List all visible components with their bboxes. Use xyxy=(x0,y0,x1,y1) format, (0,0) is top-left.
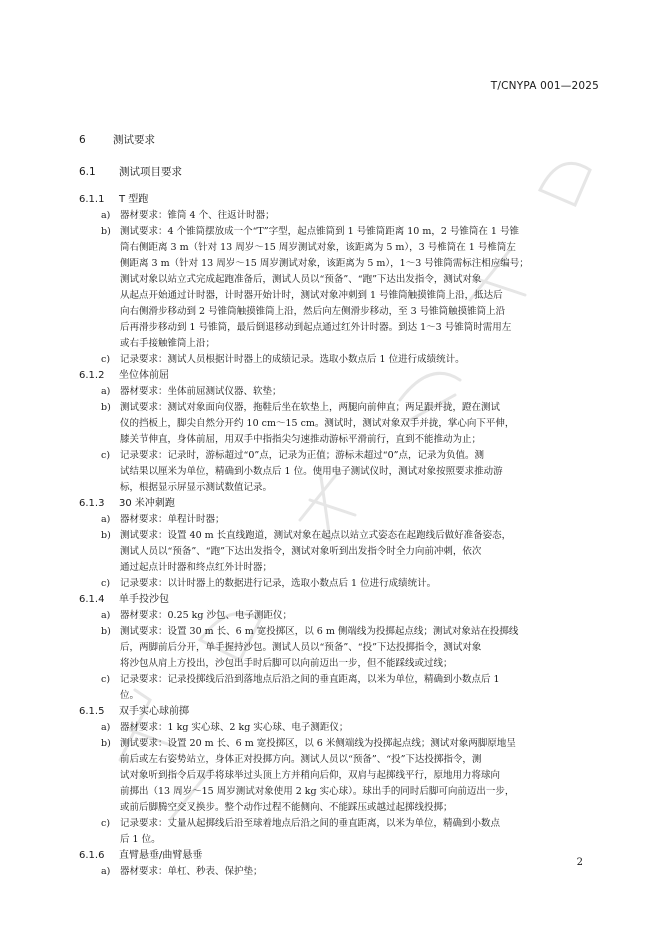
clause-label: b) xyxy=(101,530,111,541)
clause-line: 测试要求：设置 20 m 长、6 m 宽投掷区，以 6 米侧端线为投掷起点线；测试对象两脚原地呈 xyxy=(120,738,516,749)
clause-line: 向右侧滑步移动到 2 号锥筒触摸锥筒上沿，然后向左侧滑步移动，至 3 号锥筒触摸锥筒上沿 xyxy=(120,306,506,317)
clause-line: 标，根据显示屏显示测试数值记录。 xyxy=(120,482,273,493)
page-number: 2 xyxy=(576,857,583,868)
clause-label: a) xyxy=(101,514,111,525)
item-heading xyxy=(79,704,599,720)
item-heading xyxy=(79,368,599,384)
item-number: 6.1.1 xyxy=(79,194,105,205)
clause-label: c) xyxy=(101,450,111,461)
clause-line: 记录要求：以计时器上的数据进行记录，选取小数点后 1 位进行成绩统计。 xyxy=(120,578,437,589)
clause-line: 器材要求：坐体前屈测试仪器、软垫； xyxy=(120,386,282,397)
clause-line: 或前后脚腾空交叉换步。整个动作过程不能侧向、不能踩压或越过起掷线投掷； xyxy=(120,802,453,813)
clause-line: 器材要求：单程计时器； xyxy=(120,514,225,525)
clause-line: 膝关节伸直，身体前屈，用双手中指指尖匀速推动游标平滑前行，直到不能推动为止； xyxy=(120,434,482,445)
section-title: 测试要求 xyxy=(113,134,155,146)
clause-line: 位。 xyxy=(120,690,140,701)
standard-number: T/CNYPA 001—2025 xyxy=(490,80,599,92)
clause-label: a) xyxy=(101,386,111,397)
clause-line: 试结果以厘米为单位，精确到小数点后 1 位。使用电子测试仪时，测试对象按照要求推动游 xyxy=(120,466,503,477)
subsection-heading xyxy=(79,164,599,180)
clause-label: b) xyxy=(101,226,111,237)
clause-line: 器材要求：单杠、秒表、保护垫； xyxy=(120,866,263,877)
item-title: 直臂悬垂/曲臂悬垂 xyxy=(119,850,203,861)
section-heading xyxy=(79,132,599,148)
clause-line: 前掷出（13 周岁～15 周岁测试对象使用 2 kg 实心球）。球出手的同时后脚可向前迈出一步， xyxy=(120,786,515,797)
subsection-title: 测试项目要求 xyxy=(119,166,182,178)
clause-line: 测试要求：测试对象面向仪器，拖鞋后坐在软垫上，两腿向前伸直；两足跟并拢，蹬在测试 xyxy=(120,402,501,413)
item-number: 6.1.6 xyxy=(79,850,105,861)
section-number: 6 xyxy=(79,134,86,146)
clause-line: 记录要求：丈量从起掷线后沿至球着地点后沿之间的垂直距离，以米为单位，精确到小数点 xyxy=(120,818,501,829)
clause xyxy=(79,384,599,400)
clause-line: 后再滑步移动到 1 号锥筒，最后倒退移动到起点通过红外计时器。到达 1～3 号锥筒时需用左 xyxy=(120,322,512,333)
clause-label: a) xyxy=(101,866,111,877)
clause-label: a) xyxy=(101,610,111,621)
clause-line: 测试对象以站立式完成起跑准备后，测试人员以“预备”、“跑”下达出发指令，测试对象 xyxy=(120,274,482,285)
clause xyxy=(79,736,599,816)
clause xyxy=(79,864,599,880)
item-heading xyxy=(79,848,599,864)
clause xyxy=(79,224,599,352)
item-title: 单手投沙包 xyxy=(119,594,169,605)
clause-line: 器材要求：锥筒 4 个、往返计时器； xyxy=(120,210,275,221)
clause-line: 后 1 位。 xyxy=(120,834,161,845)
clause xyxy=(79,512,599,528)
clause-label: c) xyxy=(101,674,111,685)
clause xyxy=(79,448,599,496)
item-title: T 型跑 xyxy=(119,194,149,205)
clause-label: c) xyxy=(101,578,111,589)
clause-line: 试对象听到指令后双手将球举过头顶上方并稍向后仰，双肩与起掷线平行，原地用力将球向 xyxy=(120,770,501,781)
clause-line: 测试要求：4 个锥筒摆放成一个“T”字型，起点锥筒到 1 号锥筒距离 10 m，2 号锥筒在 1 号锥 xyxy=(120,226,519,237)
clause xyxy=(79,672,599,704)
clause-label: a) xyxy=(101,722,111,733)
clause-line: 测试要求：设置 30 m 长、6 m 宽投掷区，以 6 m 侧端线为投掷起点线；测试对象站在投掷线 xyxy=(120,626,519,637)
clause-line: 器材要求：0.25 kg 沙包、电子测距仪； xyxy=(120,610,293,621)
clause-label: b) xyxy=(101,626,111,637)
clause-label: b) xyxy=(101,738,111,749)
clause-line: 测试人员以“预备”、“跑”下达出发指令，测试对象听到出发指令时全力向前冲刺，依次 xyxy=(120,546,482,557)
subsection-number: 6.1 xyxy=(79,166,96,178)
clause-line: 将沙包从肩上方投出，沙包出手时后脚可以向前迈出一步，但不能踩线或过线； xyxy=(120,658,453,669)
item-heading xyxy=(79,496,599,512)
clause-label: a) xyxy=(101,210,111,221)
test-items xyxy=(79,192,599,880)
clause-line: 通过起点计时器和终点红外计时器； xyxy=(120,562,273,573)
item-number: 6.1.3 xyxy=(79,498,105,509)
clause xyxy=(79,352,599,368)
clause-line: 从起点开始通过计时器，计时器开始计时，测试对象冲刺到 1 号锥筒触摸锥筒上沿，抵达后 xyxy=(120,290,503,301)
item-title: 双手实心球前掷 xyxy=(119,706,189,717)
item-title: 30 米冲刺跑 xyxy=(119,498,175,509)
item-number: 6.1.5 xyxy=(79,706,105,717)
clause-line: 侧距离 3 m（针对 13 周岁～15 周岁测试对象，该距离为 5 m），1～3 号锥筒需标注相应编号； xyxy=(120,258,529,269)
clause-line: 测试要求：设置 40 m 长直线跑道，测试对象在起点以站立式姿态在起跑线后做好准备姿态， xyxy=(120,530,512,541)
clause-label: c) xyxy=(101,818,111,829)
clause xyxy=(79,624,599,672)
item-heading xyxy=(79,592,599,608)
clause xyxy=(79,816,599,848)
clause xyxy=(79,528,599,576)
clause xyxy=(79,576,599,592)
clause-line: 或右手接触锥筒上沿； xyxy=(120,338,216,349)
clause xyxy=(79,720,599,736)
item-heading xyxy=(79,192,599,208)
item-number: 6.1.2 xyxy=(79,370,105,381)
clause-line: 记录要求：测试人员根据计时器上的成绩记录。选取小数点后 1 位进行成绩统计。 xyxy=(120,354,465,365)
document-body xyxy=(79,132,599,880)
clause-line: 筒右侧距离 3 m（针对 13 周岁～15 周岁测试对象，该距离为 5 m），3 号椎筒在 1 号椎筒左 xyxy=(120,242,516,253)
clause xyxy=(79,608,599,624)
clause-line: 器材要求：1 kg 实心球、2 kg 实心球、电子测距仪； xyxy=(120,722,349,733)
clause-line: 仪的挡板上，脚尖自然分开约 10 cm～15 cm。测试时，测试对象双手并拢，掌心向下平伸， xyxy=(120,418,515,429)
clause-line: 记录要求：记录时，游标超过“0”点，记录为正值；游标未超过“0”点，记录为负值。测 xyxy=(120,450,485,461)
clause xyxy=(79,400,599,448)
item-number: 6.1.4 xyxy=(79,594,105,605)
clause-line: 后，两脚前后分开，单手握持沙包。测试人员以“预备”、“投”下达投掷指令，测试对象 xyxy=(120,642,482,653)
clause-line: 前后或左右姿势站立，身体正对投掷方向。测试人员以“预备”、“投”下达投掷指令，测 xyxy=(120,754,482,765)
clause xyxy=(79,208,599,224)
item-title: 坐位体前屈 xyxy=(119,370,169,381)
clause-label: c) xyxy=(101,354,111,365)
clause-label: b) xyxy=(101,402,111,413)
clause-line: 记录要求：记录投掷线后沿到落地点后沿之间的垂直距离，以米为单位，精确到小数点后 1 xyxy=(120,674,500,685)
